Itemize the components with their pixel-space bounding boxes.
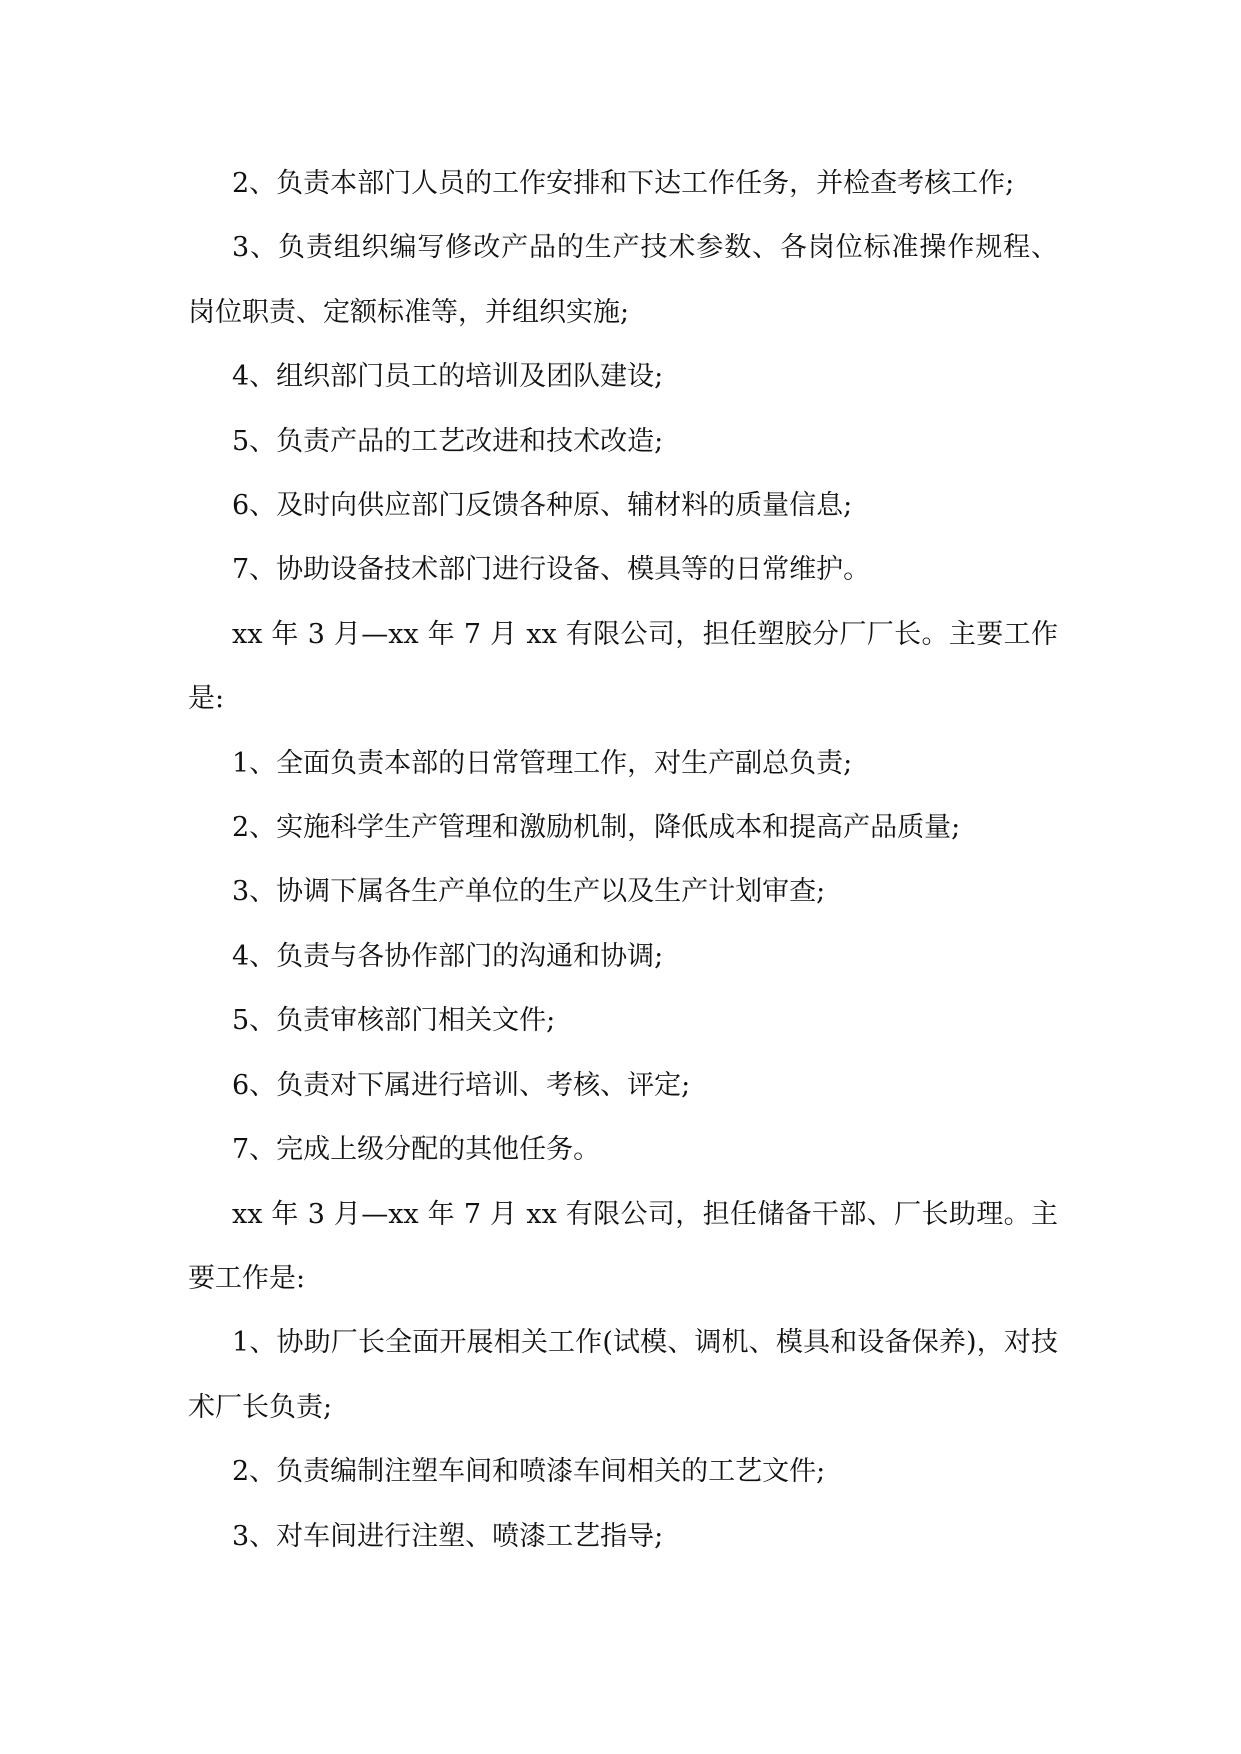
paragraph: 1、协助厂长全面开展相关工作(试模、调机、模具和设备保养)，对技术厂长负责; (188, 1327, 1058, 1423)
paragraph: 6、及时向供应部门反馈各种原、辅材料的质量信息; (232, 490, 853, 522)
paragraph: xx 年 3 月—xx 年 7 月 xx 有限公司，担任塑胶分厂厂长。主要工作是: (188, 618, 1058, 715)
paragraph: 3、协调下属各生产单位的生产以及生产计划审查; (232, 876, 826, 908)
paragraph: xx 年 3 月—xx 年 7 月 xx 有限公司，担任储备干部、厂长助理。主要工作是: (188, 1198, 1058, 1294)
paragraph: 3、负责组织编写修改产品的生产技术参数、各岗位标准操作规程、岗位职责、定额标准等，并组织实施; (188, 232, 1058, 328)
paragraph: 2、负责编制注塑车间和喷漆车间相关的工艺文件; (232, 1456, 826, 1488)
paragraph: 4、负责与各协作部门的沟通和协调; (232, 940, 664, 972)
paragraph: 2、负责本部门人员的工作安排和下达工作任务，并检查考核工作; (232, 168, 1015, 199)
paragraph: 6、负责对下属进行培训、考核、评定; (232, 1069, 691, 1101)
document-body (188, 152, 1058, 1569)
paragraph: 1、全面负责本部的日常管理工作，对生产副总负责; (232, 747, 853, 779)
paragraph: 4、组织部门员工的培训及团队建设; (232, 361, 664, 393)
paragraph: 2、实施科学生产管理和激励机制，降低成本和提高产品质量; (232, 812, 961, 844)
paragraph: 7、完成上级分配的其他任务。 (232, 1134, 601, 1166)
paragraph: 7、协助设备技术部门进行设备、模具等的日常维护。 (232, 554, 871, 586)
paragraph: 5、负责审核部门相关文件; (232, 1005, 556, 1037)
paragraph: 5、负责产品的工艺改进和技术改造; (232, 425, 664, 457)
paragraph: 3、对车间进行注塑、喷漆工艺指导; (232, 1520, 664, 1552)
